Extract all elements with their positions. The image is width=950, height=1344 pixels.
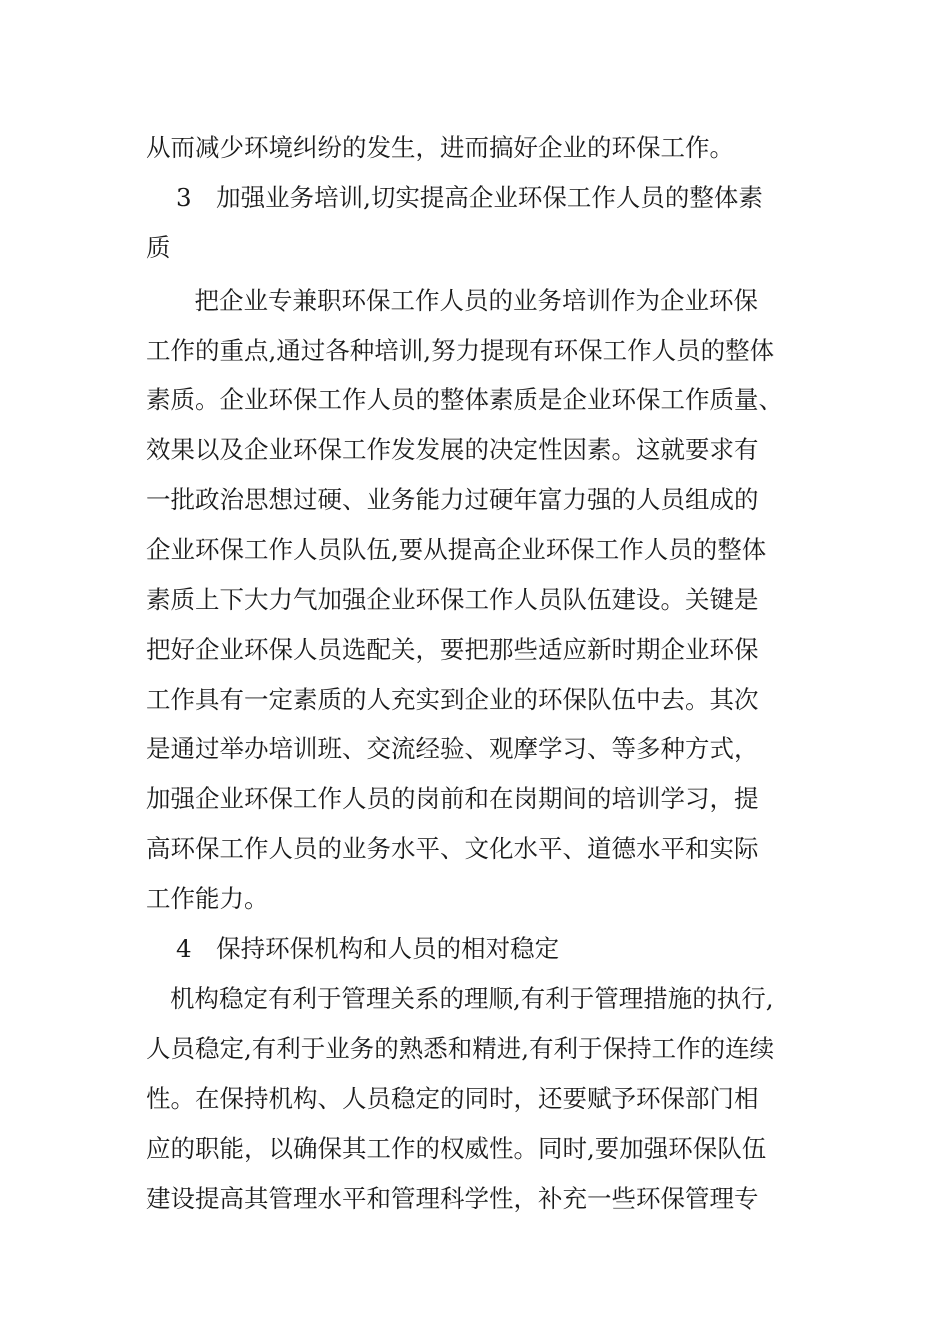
paragraph-line-4: 效果以及企业环保工作发发展的决定性因素。这就要求有 bbox=[146, 435, 759, 464]
section-heading-3-continued: 质 bbox=[146, 233, 171, 262]
paragraph-line-5: 一批政治思想过硬、业务能力过硬年富力强的人员组成的 bbox=[146, 485, 759, 514]
paragraph2-line-2: 人员稳定,有利于业务的熟悉和精进,有利于保持工作的连续 bbox=[146, 1034, 775, 1063]
section-heading-4: 4 保持环保机构和人员的相对稳定 bbox=[176, 934, 560, 963]
paragraph-line-1: 把企业专兼职环保工作人员的业务培训作为企业环保 bbox=[170, 286, 758, 315]
paragraph2-line-5: 建设提高其管理水平和管理科学性，补充一些环保管理专 bbox=[146, 1184, 759, 1213]
paragraph-line-8: 把好企业环保人员选配关，要把那些适应新时期企业环保 bbox=[146, 635, 759, 664]
paragraph-line-7: 素质上下大力气加强企业环保工作人员队伍建设。关键是 bbox=[146, 585, 759, 614]
paragraph-line-2: 工作的重点,通过各种培训,努力提现有环保工作人员的整体 bbox=[146, 336, 775, 365]
paragraph-line-13: 工作能力。 bbox=[146, 884, 269, 913]
paragraph2-line-1: 机构稳定有利于管理关系的理顺,有利于管理措施的执行, bbox=[170, 984, 774, 1013]
paragraph-line-3: 素质。企业环保工作人员的整体素质是企业环保工作质量、 bbox=[146, 385, 783, 414]
paragraph-line-9: 工作具有一定素质的人充实到企业的环保队伍中去。其次 bbox=[146, 685, 759, 714]
paragraph2-line-3: 性。在保持机构、人员稳定的同时，还要赋予环保部门相 bbox=[146, 1084, 759, 1113]
paragraph-line-12: 高环保工作人员的业务水平、文化水平、道德水平和实际 bbox=[146, 834, 759, 863]
paragraph2-line-4: 应的职能，以确保其工作的权威性。同时,要加强环保队伍 bbox=[146, 1134, 767, 1163]
text-line-1: 从而减少环境纠纷的发生，进而搞好企业的环保工作。 bbox=[146, 133, 734, 162]
paragraph-line-11: 加强企业环保工作人员的岗前和在岗期间的培训学习，提 bbox=[146, 784, 759, 813]
paragraph-line-10: 是通过举办培训班、交流经验、观摩学习、等多种方式， bbox=[146, 734, 759, 763]
paragraph-line-6: 企业环保工作人员队伍,要从提高企业环保工作人员的整体 bbox=[146, 535, 767, 564]
section-heading-3: 3 加强业务培训,切实提高企业环保工作人员的整体素 bbox=[176, 183, 763, 212]
